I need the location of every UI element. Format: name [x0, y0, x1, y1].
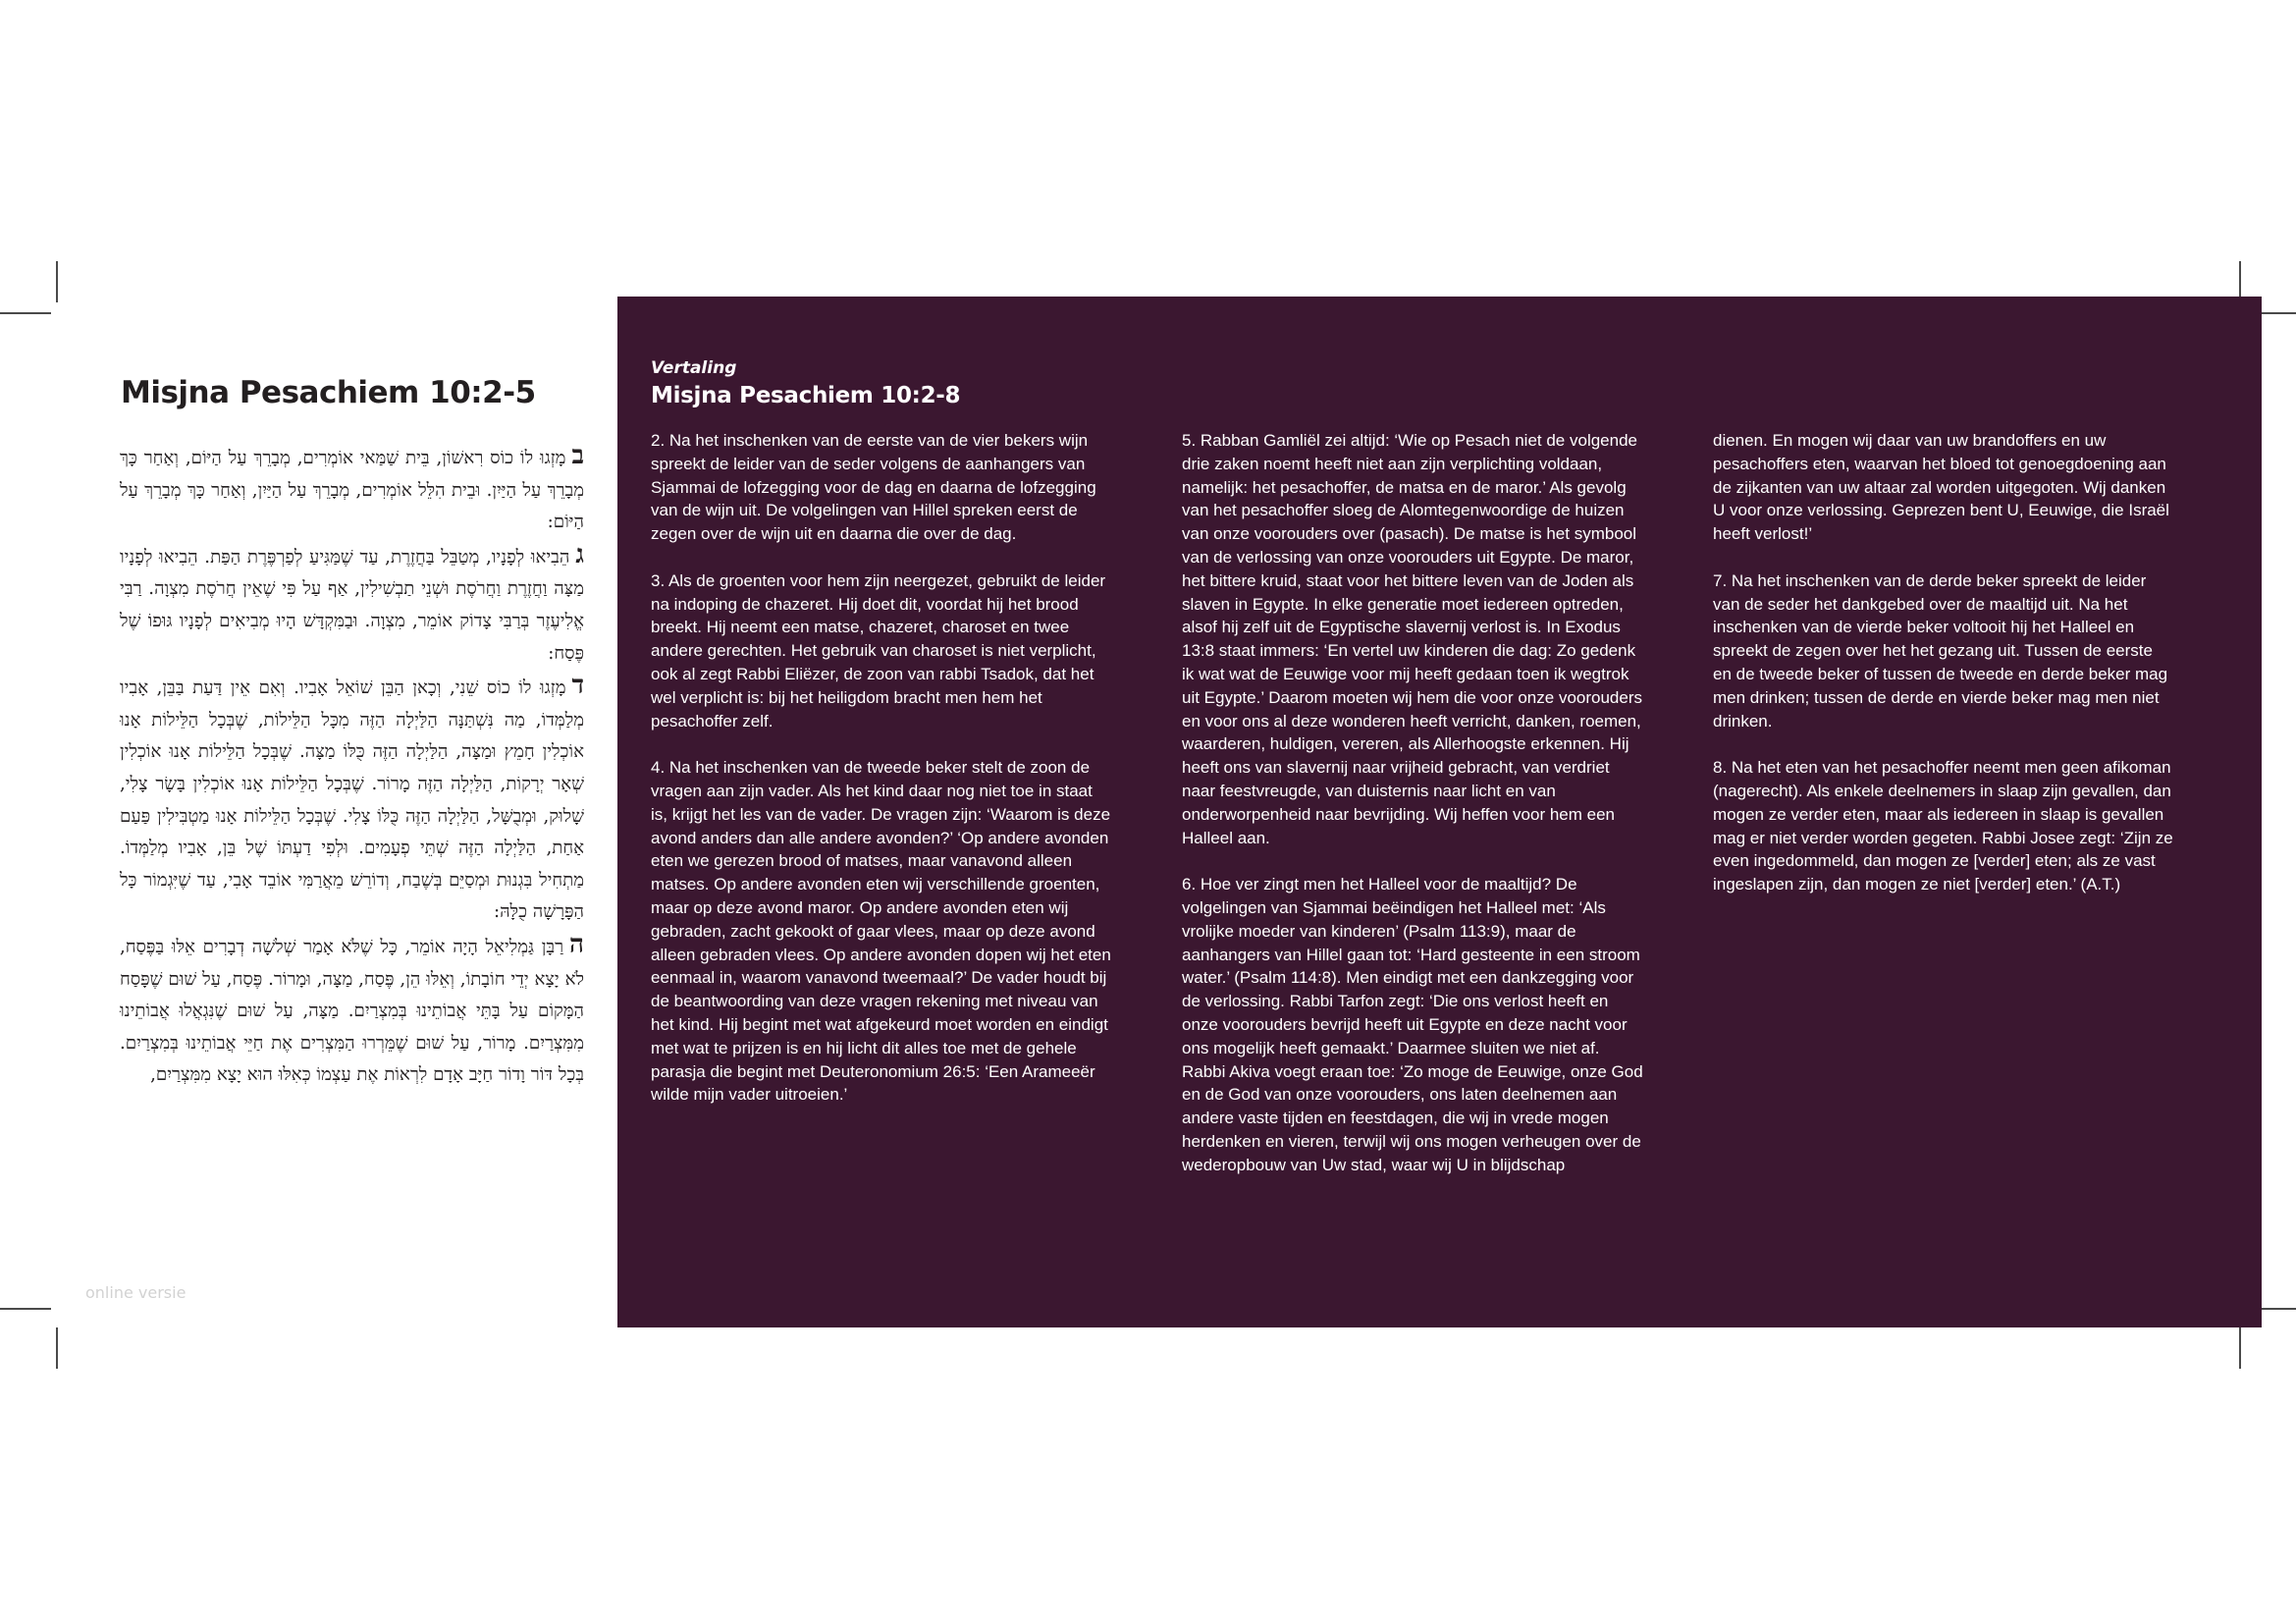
paragraph-letter-bet: ב — [571, 441, 584, 470]
mishna-paragraph-3 — [120, 539, 584, 670]
translation-column-2 — [1182, 429, 1643, 1200]
translation-kicker: Vertaling — [651, 358, 737, 378]
paragraph-text: מָזְגוּ לוֹ כוֹס שֵׁנִי, וְכָאן הַבֵּן שׁוֹאֵל אָבִיו. וְאִם אֵין דַּעַת בַּבֵּן, אָבִיו מְלַמְּדוֹ, מַה נִּשְׁתַּנָּה הַלַּיְלָה הַזֶּה מִכָּל הַלֵּילוֹת, שֶׁבְּכָל הַלֵּילוֹת אָנוּ אוֹכְלִין חָמֵץ וּמַצָּה, הַלַּיְלָה הַזֶּה כֻּלּוֹ מַצָּה. שֶׁבְּכָל הַלֵּילוֹת אָנוּ אוֹכְלִין שְׁאָר יְרָקוֹת, הַלַּיְלָה הַזֶּה מָרוֹר. שֶׁבְּכָל הַלֵּילוֹת אָנוּ אוֹכְלִין בָּשָׂר צָלִי, שָׁלוּק, וּמְבֻשָּׁל, הַלַּיְלָה הַזֶּה כֻּלּוֹ צָלִי. שֶׁבְּכָל הַלֵּילוֹת אָנוּ מַטְבִּילִין פַּעַם אַחַת, הַלַּיְלָה הַזֶּה שְׁתֵּי פְעָמִים. וּלְפִי דַעְתּוֹ שֶׁל בֵּן, אָבִיו מְלַמְּדוֹ. מַתְחִיל בִּגְנוּת וּמְסַיֵּם בְּשֶׁבַח, וְדוֹרֵשׁ מֵאֲרַמִּי אוֹבֵד אָבִי, עַד שֶׁיִּגְמוֹר כָּל הַפָּרָשָׁה כֻלָּהּ: — [120, 677, 584, 923]
mishna-paragraph-5 — [120, 929, 584, 1092]
paragraph-text: מָזְגוּ לוֹ כוֹס רִאשׁוֹן, בֵּית שַׁמַּאי אוֹמְרִים, מְבָרֵךְ עַל הַיּוֹם, וְאַחַר כָּךְ מְבָרֵךְ עַל הַיַּיִן. וּבֵית הִלֵּל אוֹמְרִים, מְבָרֵךְ עַל הַיַּיִן, וְאַחַר כָּךְ מְבָרֵךְ עַל הַיּוֹם: — [120, 448, 584, 533]
translation-title: Misjna Pesachiem 10:2-8 — [651, 383, 961, 408]
translation-paragraph: 8. Na het eten van het pesachoffer neemt men geen afikoman (nagerecht). Als enkele deelnemers in slaap zijn gevallen, dan mogen ze verder eten, maar als iedereen in slaap is gevallen mag er niet verder worden gegeten. Rabbi Josee zegt: ‘Zijn ze even ingedommeld, dan mogen ze [verder] eten; als ze vast ingeslapen zijn, dan mogen ze niet [verder] eten.’ (A.T.) — [1713, 758, 2173, 894]
hebrew-page-title: Misjna Pesachiem 10:2-5 — [121, 375, 536, 410]
crop-mark — [56, 261, 58, 302]
translation-paragraph: dienen. En mogen wij daar van uw brandoffers en uw pesachoffers eten, waarvan het bloed tot genoegdoening aan de zijkanten van uw altaar zal worden uitgegoten. Wij danken U voor onze verlossing. Geprezen bent U, Eeuwige, die Israël heeft verlost!’ — [1713, 431, 2169, 544]
translation-paragraph: 4. Na het inschenken van de tweede beker stelt de zoon de vragen aan zijn vader. Als het kind daar nog niet toe in staat is, krijgt het les van de vader. De vragen zijn: ‘Waarom is deze avond anders dan alle andere avonden?’ ‘Op andere avonden eten we gerezen brood of matses, maar vanavond alleen matses. Op andere avonden eten wij verschillende groenten, maar op deze avond maror. Op andere avonden eten wij gebraden, zacht gekookt of gaar vlees, maar op deze avond alleen gebraden vlees. Op andere avonden dopen wij het eten eenmaal in, waarom vanavond tweemaal?’ De vader houdt bij de beantwoording van deze vragen rekening met niveau van het kind. Hij begint met wat afgekeurd moet worden en eindigt met wat te prijzen is en hij licht dit alles toe met de gehele parasja die begint met Deuteronomium 26:5: ‘Een Arameeër wilde mijn vader uitroeien.’ — [651, 758, 1111, 1105]
paragraph-text: הֵבִיאוּ לְפָנָיו, מְטַבֵּל בַּחֲזֶרֶת, עַד שֶׁמַּגִּיעַ לְפַרְפֶּרֶת הַפַּת. הֵבִיאוּ לְפָנָיו מַצָּה וַחֲזֶרֶת וַחֲרֹסֶת וּשְׁנֵי תַבְשִׁילִין, אַף עַל פִּי שֶׁאֵין חֲרֹסֶת מִצְוָה. רַבִּי אֱלִיעֶזֶר בְּרַבִּי צָדוֹק אוֹמֵר, מִצְוָה. וּבַמִּקְדָּשׁ הָיוּ מְבִיאִים לְפָנָיו גּוּפוֹ שֶׁל פֶּסַח: — [120, 546, 584, 664]
translation-column-3 — [1713, 429, 2174, 920]
crop-mark — [0, 312, 51, 314]
crop-mark — [56, 1327, 58, 1369]
mishna-paragraph-2 — [120, 440, 584, 539]
crop-mark — [2239, 1327, 2241, 1369]
paragraph-letter-he: ה — [569, 929, 584, 959]
translation-paragraph: 2. Na het inschenken van de eerste van de vier bekers wijn spreekt de leider van de seder volgens de aanhangers van Sjammai de lofzegging voor de dag en daarna de lofzegging van de wijn uit. De volgelingen van Hillel spreken eerst de zegen over de wijn uit en daarna die over de dag. — [651, 431, 1096, 544]
translation-column-1 — [651, 429, 1112, 1130]
translation-paragraph: 6. Hoe ver zingt men het Halleel voor de maaltijd? De volgelingen van Sjammai beëindigen het Halleel met: ‘Als vrolijke moeder van kinderen’ (Psalm 113:9), maar de aanhangers van Hillel gaan tot: ‘Hard gesteente in een stroom water.’ (Psalm 114:8). Men eindigt met een dankzegging voor de verlossing. Rabbi Tarfon zegt: ‘Die ons verlost heeft en onze voorouders bevrijd heeft uit Egypte en deze nacht voor ons mogelijk heeft gemaakt.’ Daarmee sluiten we niet af. Rabbi Akiva voegt eraan toe: ‘Zo moge de Eeuwige, onze God en de God van onze voorouders, ons laten deelnemen aan andere vaste tijden en feestdagen, die wij in vrede mogen herdenken en vieren, terwijl wij ons mogen verheugen over de wederopbouw van Uw stad, waar wij U in blijdschap — [1182, 875, 1643, 1174]
online-version-note: online versie — [85, 1283, 187, 1302]
translation-paragraph: 5. Rabban Gamliël zei altijd: ‘Wie op Pesach niet de volgende drie zaken noemt heeft niet aan zijn verplichting voldaan, namelijk: het pesachoffer, de matsa en de maror.’ Als gevolg van het pesachoffer sloeg de Alomtegenwoordige de huizen van onze voorouders over (pasach). De matse is het symbool van de verlossing van onze voorouders uit Egypte. De maror, het bittere kruid, staat voor het bittere leven van de Joden als slaven in Egypte. In elke generatie moet iedereen optreden, alsof hij zelf uit de Egyptische slavernij verlost is. In Exodus 13:8 staat immers: ‘En vertel uw kinderen die dag: Zo gedenk ik wat wat de Eeuwige voor mij heeft gedaan toen ik wegtrok uit Egypte.’ Daarom moeten wij hem die voor onze voorouders en voor ons al deze wonderen heeft verricht, danken, roemen, waarderen, huldigen, vereren, als Allerhoogste erkennen. Hij heeft ons van slavernij naar vrijheid gebracht, van verdriet naar feestvreugde, van duisternis naar licht en van onderworpenheid naar bevrijding. Wij heffen voor hem een Halleel aan. — [1182, 431, 1642, 847]
paragraph-letter-gimel: ג — [575, 539, 584, 569]
translation-paragraph: 7. Na het inschenken van de derde beker spreekt de leider van de seder het dankgebed over de maaltijd uit. Na het inschenken van de vierde beker voltooit hij het Halleel en spreekt de zegen over het het gezang uit. Tussen de eerste en de tweede beker of tussen de tweede en derde beker mag men drinken; tussen de derde en vierde beker mag men niet drinken. — [1713, 570, 2168, 731]
translation-paragraph: 3. Als de groenten voor hem zijn neergezet, gebruikt de leider na indoping de chazeret. Hij doet dit, voordat hij het brood breekt. Hij neemt een matse, chazeret, charoset en twee andere gerechten. Het gebruik van charoset is niet verplicht, ook al zegt Rabbi Eliëzer, de zoon van rabbi Tsadok, dat het wel verplicht is: bij het heiligdom bracht men hem het pesachoffer zelf. — [651, 570, 1106, 731]
paragraph-letter-dalet: ד — [571, 671, 584, 701]
translation-panel — [617, 297, 2262, 1327]
paragraph-text: רַבָּן גַּמְלִיאֵל הָיָה אוֹמֵר, כָּל שֶׁלֹּא אָמַר שְׁלשָׁה דְבָרִים אֵלּוּ בַּפֶּסַח, לֹא יָצָא יְדֵי חוֹבָתוֹ, וְאֵלּוּ הֵן, פֶּסַח, מַצָּה, וּמָרוֹר. פֶּסַח, עַל שׁוּם שֶׁפָּסַח הַמָּקוֹם עַל בָּתֵּי אֲבוֹתֵינוּ בְּמִצְרַיִם. מַצָּה, עַל שׁוּם שֶׁנִּגְאֲלוּ אֲבוֹתֵינוּ מִמִּצְרַיִם. מָרוֹר, עַל שׁוּם שֶׁמֵּרְרוּ הַמִּצְרִים אֶת חַיֵּי אֲבוֹתֵינוּ בְּמִצְרַיִם. בְּכָל דּוֹר וָדוֹר חַיָּב אָדָם לִרְאוֹת אֶת עַצְמוֹ כְּאִלּוּ הוּא יָצָא מִמִּצְרַיִם, — [120, 936, 584, 1086]
crop-mark — [0, 1308, 51, 1310]
mishna-paragraph-4 — [120, 670, 584, 929]
hebrew-text-block — [120, 440, 584, 1245]
